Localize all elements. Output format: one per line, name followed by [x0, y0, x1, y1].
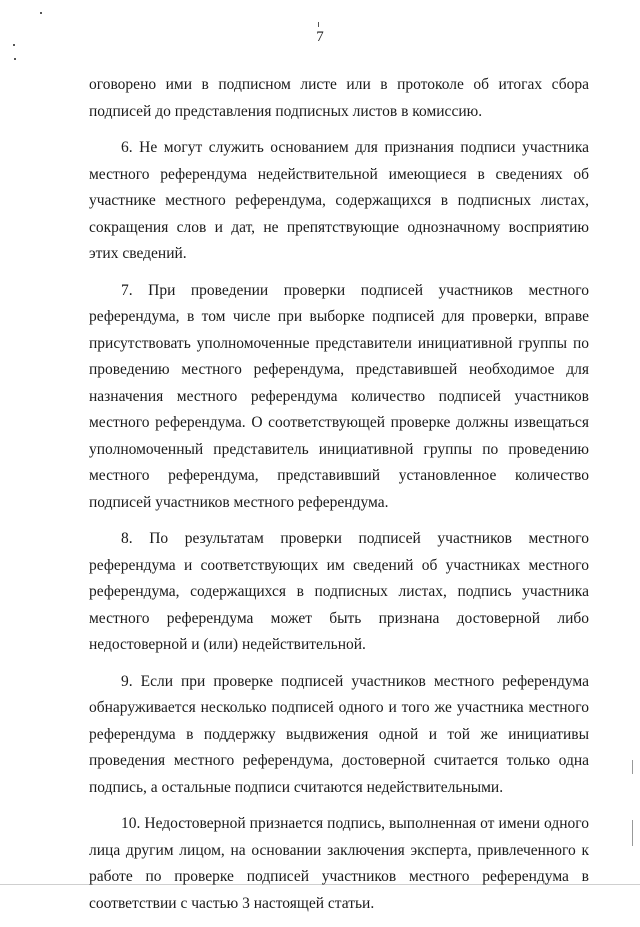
document-body [89, 72, 589, 927]
paragraph-9: 9. Если при проверке подписей участников местного референдума обнаруживается несколько подписей одного и того же участника местного референдума в поддержку выдвижения одной и той же инициативы проведения местного референдума, достоверной считается только одна подпись, а остальные подписи считаются недействительными. [89, 672, 589, 796]
paragraph-6: 6. Не могут служить основанием для признания подписи участника местного референдума недействительной имеющиеся в сведениях об участнике местного референдума, содержащихся в подписных листах, сокращения слов и дат, не препятствующие однозначному восприятию этих сведений. [89, 139, 589, 262]
paragraph-7: 7. При проведении проверки подписей участников местного референдума, в том числе при выборке подписей для проверки, вправе присутствовать уполномоченные представители инициативной группы по проведению местного референдума, представившей необходимое для назначения местного референдума количество подписей участников местного референдума. О соответствующей проверке должны извещаться уполномоченный представитель инициативной группы по проведению местного референдума, представивший установленное количество подписей участников местного референдума. [89, 281, 589, 511]
scan-mark-right-1 [632, 760, 633, 774]
scan-mark-right-2 [632, 820, 633, 846]
paragraph-8: 8. По результатам проверки подписей участников местного референдума и соответствующих им сведений об участниках местного референдума, содержащихся в подписных листах, подпись участника местного референдума может быть признана достоверной либо недостоверной и (или) недействительной. [89, 530, 589, 653]
page-number: 7 [316, 29, 324, 45]
paragraph-continuation: оговорено ими в подписном листе или в протоколе об итогах сбора подписей до представления подписных листов в комиссию. [89, 76, 589, 120]
paragraph-10: 10. Недостоверной признается подпись, выполненная от имени одного лица другим лицом, на основании заключения эксперта, привлеченного к работе по проверке подписей участников местного референдума в соответствии с частью 3 настоящей статьи. [89, 815, 589, 912]
scan-mark-top-left [40, 12, 42, 14]
scan-mark-left-2 [14, 58, 16, 60]
scan-mark-left-1 [13, 44, 15, 46]
scan-mark-top-center [318, 22, 319, 27]
